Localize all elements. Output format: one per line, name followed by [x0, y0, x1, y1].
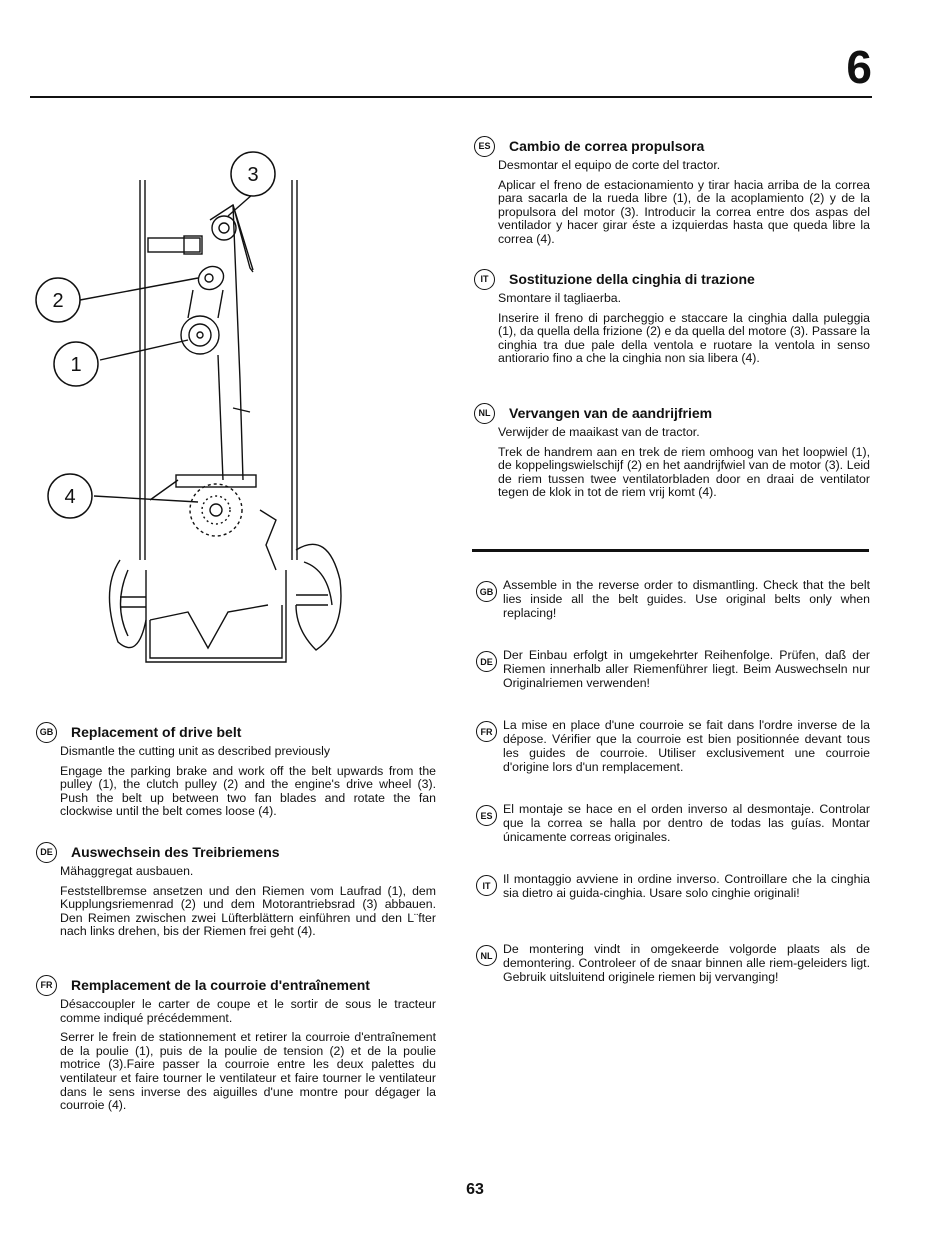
lang-badge-fr: FR: [476, 721, 497, 742]
lang-badge-nl: NL: [476, 945, 497, 966]
section-subtitle: Mähaggregat ausbauen.: [60, 864, 194, 878]
note-es: [476, 802, 870, 844]
lang-badge-nl: NL: [474, 403, 495, 424]
lang-badge-gb: GB: [476, 581, 497, 602]
lang-badge-es: ES: [474, 136, 495, 157]
section-fr: [36, 975, 436, 1119]
section-it: [474, 269, 870, 372]
section-title: Cambio de correa propulsora: [509, 137, 705, 154]
section-body: Aplicar el freno de estacionamiento y tirar hacia arriba de la correa para sacarla de la rueda libre (1), de la acoplamiento (2) y de la propulsora del motor (3). Introducir la correa entre dos aspas del ventilador y hacer girar éste a izquierdas hasta que queda libre la correa (4).: [498, 177, 870, 246]
section-title: Replacement of drive belt: [71, 723, 242, 740]
section-gb: [36, 722, 436, 825]
note-text: La mise en place d'une courroie se fait dans l'ordre inverse de la dépose. Vérifier que la courroie est bien positionnée devant tous les guides de courroie. Utiliser exclusivement une courroie d'origine lors d'un remplacement.: [503, 718, 870, 774]
lang-badge-gb: GB: [36, 722, 57, 743]
callout-label-4: 4: [64, 486, 76, 508]
lang-badge-de: DE: [36, 842, 57, 863]
section-divider: [472, 549, 869, 552]
section-body: Feststellbremse ansetzen und den Riemen vom Laufrad (1), dem Kupplungsriemenrad (2) und dem Motorantriebsrad (3) abbauen. Den Reimen zwischen zwei Lüfterblättern einführen und den L¨fter nach links drehen, bis der Riemen frei geht (4).: [60, 883, 436, 939]
section-title: Remplacement de la courroie d'entraînement: [71, 976, 370, 993]
callout-label-1: 1: [70, 354, 82, 376]
section-title: Sostituzione della cinghia di trazione: [509, 270, 755, 287]
page-number: 63: [466, 1181, 484, 1198]
note-text: De montering vindt in omgekeerde volgorde plaats als de demontering. Controleer of de snaar binnen alle riem-geleiders ligt. Gebruik uitsluitend originele riemen bij vervanging!: [503, 942, 870, 984]
note-text: El montaje se hace en el orden inverso al desmontaje. Controlar que la correa se halla por dentro de todas las guías. Montar únicamente correas originales.: [503, 802, 870, 844]
section-title: Vervangen van de aandrijfriem: [509, 404, 713, 421]
note-it: [476, 872, 870, 900]
callout-label-3: 3: [247, 164, 259, 186]
note-gb: [476, 578, 870, 620]
section-subtitle: Verwijder de maaikast van de tractor.: [498, 425, 700, 439]
drive-belt-diagram: [28, 150, 358, 670]
header-rule: [30, 96, 872, 98]
section-body: Trek de handrem aan en trek de riem omhoog van het loopwiel (1), de koppelingswielschijf (2) en het aandrijfwiel van de motor (3). Leid de riem tussen twee ventilatorbladen door en draai de ventilator tegen de klok in tot de riem vrij komt (4).: [498, 444, 870, 500]
section-body: Serrer le frein de stationnement et retirer la courroie d'entraînement de la poulie (1), puis de la poulie de tension (2) et de la poulie motrice (3).Faire passer la courroie entre les deux palettes du ventilateur et faire tourner le ventilateur et faire tourner le ventilateur dans le sens inverse des aiguilles d'une montre pour dégager la courroie (4).: [60, 1030, 436, 1113]
note-text: Il montaggio avviene in ordine inverso. Controillare che la cinghia sia dietro ai guida-cinghia. Usare solo cinghie originali!: [503, 872, 870, 900]
section-subtitle: Desmontar el equipo de corte del tractor.: [498, 158, 721, 172]
section-es: [474, 136, 870, 253]
lang-badge-es: ES: [476, 805, 497, 826]
note-nl: [476, 942, 870, 984]
callout-label-2: 2: [52, 290, 64, 312]
note-text: Assemble in the reverse order to dismantling. Check that the belt lies inside all the belt guides. Use original belts only when replacing!: [503, 578, 870, 620]
section-subtitle: Désaccoupler le carter de coupe et le sortir de sous le tracteur comme indiqué précédemment.: [60, 997, 436, 1025]
lang-badge-fr: FR: [36, 975, 57, 996]
lang-badge-it: IT: [476, 875, 497, 896]
section-body: Engage the parking brake and work off the belt upwards from the pulley (1), the clutch pulley (2) and the engine's drive wheel (3). Push the belt up between two fan blades and rotate the fan clockwise until the belt comes loose (4).: [60, 763, 436, 819]
section-de: [36, 842, 436, 945]
section-subtitle: Dismantle the cutting unit as described previously: [60, 744, 330, 758]
note-text: Der Einbau erfolgt in umgekehrter Reihenfolge. Prüfen, daß der Riemen innerhalb aller Riemenführer liegt. Beim Auswechseln nur Originalriemen verwenden!: [503, 648, 870, 690]
note-de: [476, 648, 870, 690]
note-fr: [476, 718, 870, 774]
lang-badge-de: DE: [476, 651, 497, 672]
section-subtitle: Smontare il tagliaerba.: [498, 291, 622, 305]
section-title: Auswechsein des Treibriemens: [71, 843, 280, 860]
section-nl: [474, 403, 870, 506]
section-body: Inserire il freno di parcheggio e staccare la cinghia dalla puleggia (1), da quella della frizione (2) e da quella del motore (3). Passare la cinghia tra due pale della ventola e ruotare la ventola in senso antiorario fino a che la cinghia non sia libera (4).: [498, 310, 870, 366]
lang-badge-it: IT: [474, 269, 495, 290]
chapter-number: 6: [846, 41, 872, 93]
